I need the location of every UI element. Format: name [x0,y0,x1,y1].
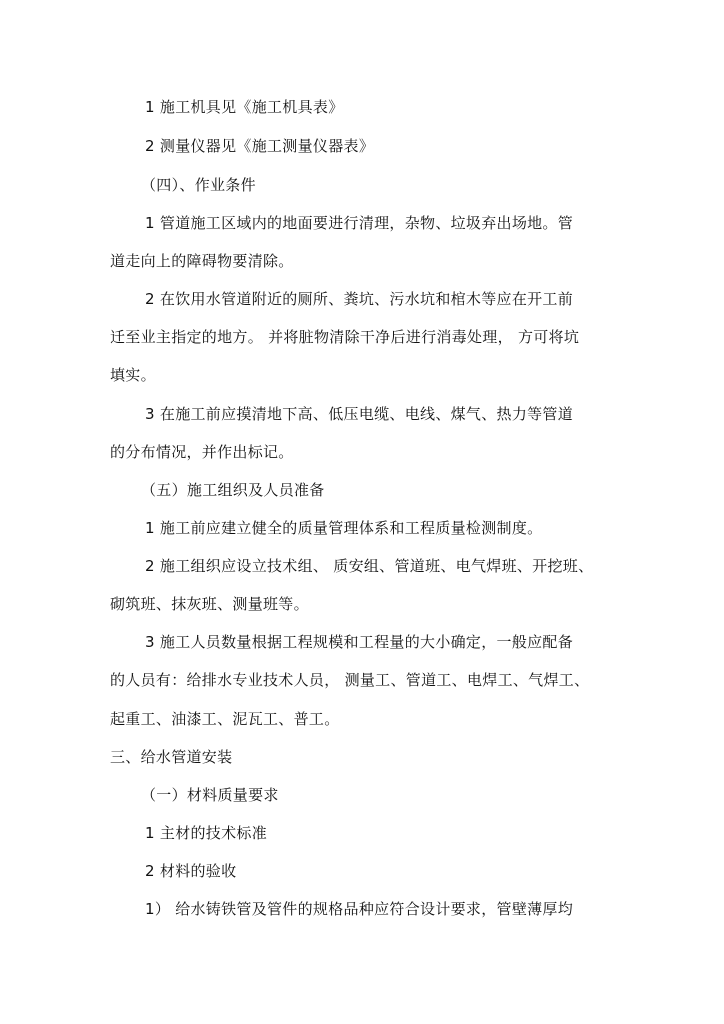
text-line-tools: 1 施工机具见《施工机具表》 [145,98,344,116]
text-line-staffing-cont: 的人员有：给排水专业技术人员， 测量工、管道工、电焊工、气焊工、 [110,671,590,689]
text-line-instruments: 2 测量仪器见《施工测量仪器表》 [145,137,375,155]
text-line-underground-survey: 3 在施工前应摸清地下高、低压电缆、电线、煤气、热力等管道 [145,405,574,423]
text-line-main-material-standard: 1 主材的技术标准 [145,824,268,842]
section-heading-organization: （五）施工组织及人员准备 [141,481,325,499]
text-line-clearing: 1 管道施工区域内的地面要进行清理，杂物、垃圾弃出场地。管 [145,214,574,232]
text-line-teams-cont: 砌筑班、抹灰班、测量班等。 [110,595,309,613]
text-line-staffing: 3 施工人员数量根据工程规模和工程量的大小确定，一般应配备 [145,633,574,651]
text-line-cast-iron-pipe: 1） 给水铸铁管及管件的规格品种应符合设计要求，管壁薄厚均 [145,900,574,918]
text-line-underground-survey-cont: 的分布情况，并作出标记。 [110,443,294,461]
text-line-teams: 2 施工组织应设立技术组、 质安组、管道班、电气焊班、开挖班、 [145,557,594,575]
text-line-relocation: 2 在饮用水管道附近的厕所、粪坑、污水坑和棺木等应在开工前 [145,290,574,308]
text-line-relocation-cont: 迁至业主指定的地方。 并将脏物清除干净后进行消毒处理， 方可将坑 [110,328,580,346]
section-heading-material-quality: （一）材料质量要求 [141,786,279,804]
text-line-clearing-cont: 道走向上的障碍物要清除。 [110,252,294,270]
text-line-material-acceptance: 2 材料的验收 [145,862,237,880]
text-line-quality-system: 1 施工前应建立健全的质量管理体系和工程质量检测制度。 [145,519,543,537]
text-line-staffing-end: 起重工、油漆工、泥瓦工、普工。 [110,710,340,728]
chapter-heading-pipe-installation: 三、给水管道安装 [110,748,233,766]
section-heading-work-conditions: （四）、作业条件 [141,176,256,194]
text-line-relocation-end: 填实。 [110,366,156,384]
